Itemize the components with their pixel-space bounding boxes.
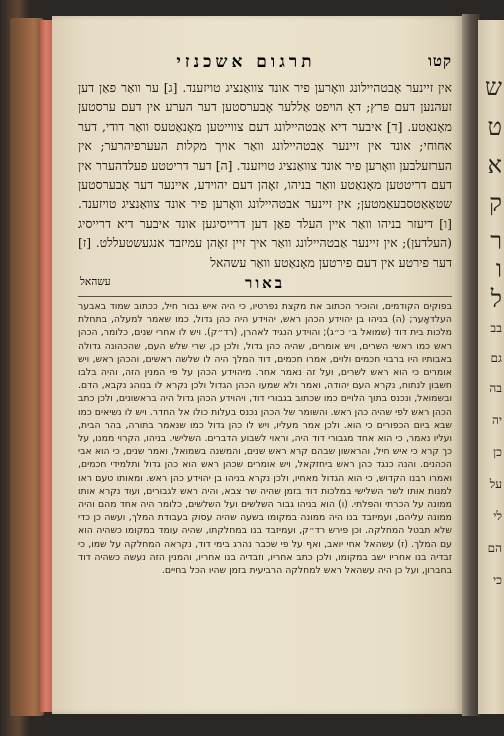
main-translation-text (78, 78, 452, 272)
commentary-title: באור (244, 274, 286, 292)
facing-page-fragment: א (487, 151, 502, 179)
facing-page-fragment: ל (490, 285, 502, 313)
page-block-edge (40, 20, 52, 712)
facing-page-fragment: יה (491, 413, 502, 427)
facing-page-fragment: ר (490, 227, 502, 255)
catchword: עשהאל (80, 276, 111, 288)
facing-page-edge (478, 20, 504, 714)
page-number: קטו (428, 52, 452, 70)
commentary-text (78, 300, 452, 624)
facing-page-fragment: בה (489, 381, 502, 395)
facing-page-fragment: ט (487, 113, 502, 141)
page-header (80, 52, 452, 76)
commentary-paragraph: בפוקים הקודמים, והוכיר הכתוב את מקצת נפרטיו, כי היה איש גבור חיל, ככתוב שמוד באבער העלדאָער; (ה) בניהו בן יהוידע הכהן ראש, יהוידע היה כהן גדול, כמו שאמר למעלה, בתחלת מלכות בית דוד (שמואל ב׳ כ״ג); והוידע הנגיד לאהרן, (רד״ק). ויש לו אחרי שנים, כלומר, הכהן ראש כמו ראשי השרים, ויש אומרים, שהיה כהן גדול, ולכן כן, שרי שלש העם, שהכהונה גדולה באבותיו היו ברבוי חכמים ולוים, אמרו חכמים, דוד המלך היה לו שלשה ראשים, והכהן ראש, ויש אומרים כי הוא ראש לשרים, ועל זה נאמר אחר. מיהוידע הכהן על פי המנין הזה, והיה בלבו חשבון לנתוח, נקרא העם יהודה, ואמר ולא שמעו הכהן הגדול ולכן נקרא לו בנוהג נקבא, הדם. ובשמואל, ונכנס בתוך הלויים כמו שכתוב בגבורי דוד, ויהוידע הכהן גדול היה בראשונים, ולכן כתב הכהן ראש לפי שהיה כהן ראש. והשומר של הכהן נכנס בעלות כולו אל החדר. ויש לו נשיאים כמו שבא ביום הכפורים כי הוא. ולכן אמר מעליו, ויש לו כהן גדול כמו שנאמר בתורה, בהר הבית, ועליו נאמר, כי הוא אחד מגבורי דוד היה, וראוי לשבוע הדברים. השלישי. בניהו, הקרוי ממנו, על כך קרא כי איש חיל, והראשון שבהם קרא ראש שנים, והמשנה בשמואל, ואמר שנים, כי הוא אבי הכהנים. והנה כנגד כהן ראש ביחזקאל, ויש אומרים שכהן ראש הוא כהן גדול ותלמידי חכמים, ואמרו רבנו הקדוש, כי הוא הגדול מאחיו, ולכן נקרא בניהו בן יהוידע כהן ראש. ומאותו טעם ראו למנות אותו לשר השלישי במלכות דוד בזמן שהיה שר צבא, והיה ראש לגבורים, ועוד נקרא אותו ממונה על הכרתי והפלתי. (ו) הוא בניהו גבור השלשים ועל השלשים, כלומר היה אחד מהם והיה ממונה עליהם, ועמיזבד בנו היה ממונה במקומו בשעה שהיה עסוק בעבודת המלך, ועשה כן כדי שלא תבטל המחלקה. וכן פירש רד״ק, ועמיזבד בנו במחלקתו, שהיה עומד במקומו כשהיה הוא עם המלך. (ז) עשהאל אחי יואב, ואף על פי שכבר נהרג בימי דוד, נקראה המחלקה על שמו, כי זבדיה בנו אחריו ישב במקומו, ולכן כתב אחריו, וזבדיה בנו אחריו, והמנין הזה נעשה כשהיה דוד בחברון, ועל כן היה עשהאל ראש למחלקה הרביעית בזמן שהיו הכל בחיים. (78, 301, 452, 577)
facing-page-fragment: ש (485, 73, 502, 101)
facing-page-fragment: לי (493, 509, 502, 523)
facing-page-fragment: ק (489, 189, 502, 217)
section-divider (78, 296, 452, 297)
facing-page-fragment: כן (493, 445, 502, 459)
main-paragraph: אין זיינער אָבטהיילונג וואָרען פיר אונד צוואַנציג טויזענד. [ג] ער וואַר פאַן דען זעהנען דעם פּרץ; דאָ הויפט אַללער אָבערסטען דער הערע אין דעם ערסטען מאָנאַטע. [ד] איבער דיא אַבטהיילונג דעם צווייטען מאָנאַטעס וואַר דודי, דער אחוחי; אונד אין זיינער אַבטהיילונג וואַר אויך מקלות העערפיהרער; אין הערזעלבען וואָרען פיר אונד צוואַנציג טויזענד. [ה] דער דריטטע פעלדהערר אין דעם דריטטען מאָנאַטע וואַר בניהו, זאָהן דעם יהוידע, איינער דער אָבערסטען שטאַאַטסבעאַמטען; אין זיינער אבטהיילונג וואָרען פיר אונד צוואַנציג טויזענד. [ו] דיעזר בניהו וואַר איין העלד פאַן דען דרייסיגען אונד איבער דיא דרייסיג (העלדען); אין זיינער אַבטהיילונג וואַר איך זיין זאָהן עמיזבד אנגעשטעללט. [ז] דער פירטע אין דעם פירטען מאָנאַטע וואַר עשהאל (78, 80, 452, 270)
facing-page-fragment: גם (490, 351, 502, 365)
facing-page-fragment: על (489, 477, 502, 491)
facing-page-fragment: בב (490, 321, 502, 335)
commentary-section-head (78, 274, 452, 296)
facing-page-fragment: הם (487, 541, 502, 555)
running-head: תרגום אשכנזי (176, 52, 316, 72)
facing-page-fragment: כי (492, 573, 502, 587)
book-cover-edge (10, 18, 44, 716)
facing-page-fragment: ו (495, 255, 502, 283)
